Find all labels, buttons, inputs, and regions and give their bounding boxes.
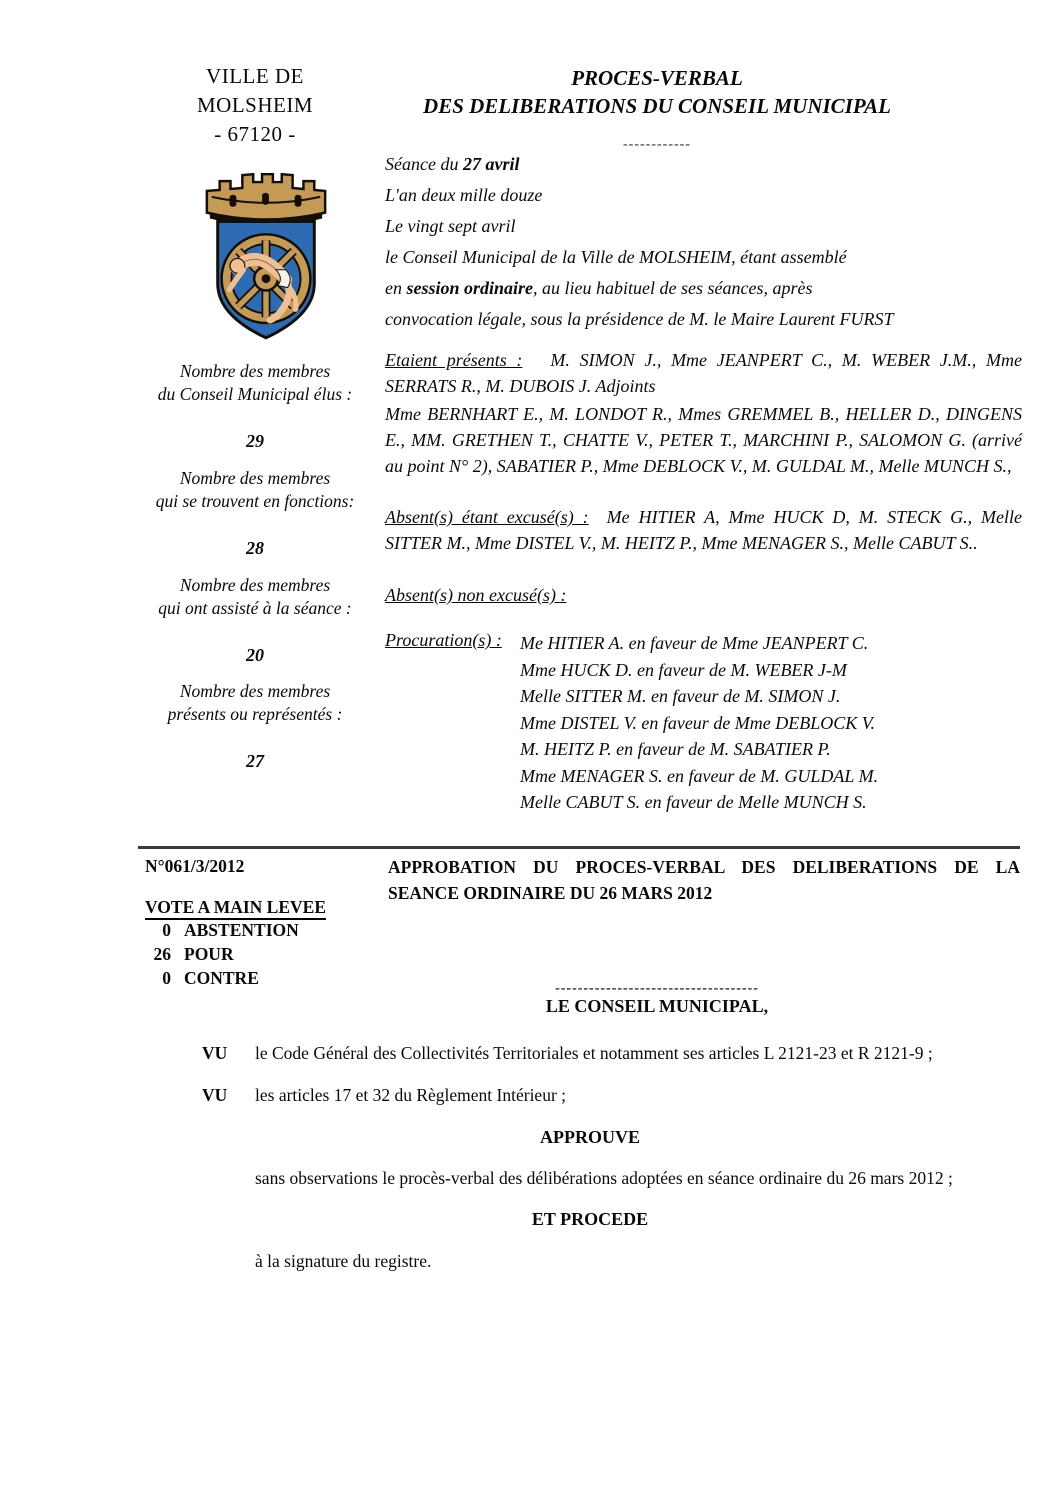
- proxy-line: Me HITIER A. en faveur de Mme JEANPERT C.: [520, 633, 869, 653]
- commune-line-3: - 67120 -: [214, 122, 296, 146]
- proxy-line: Melle CABUT S. en faveur de Melle MUNCH S.: [520, 792, 867, 812]
- vote-method-block: [145, 897, 326, 918]
- members-represented-count: 27: [246, 751, 264, 771]
- pour-label: POUR: [184, 944, 234, 964]
- proxy-line: Mme MENAGER S. en faveur de M. GULDAL M.: [520, 765, 879, 786]
- proxy-line: Melle SITTER M. en faveur de M. SIMON J.: [520, 686, 841, 706]
- vu-label-1: VU: [202, 1043, 228, 1063]
- seance-date: 27 avril: [462, 154, 520, 174]
- proxies-label: Procuration(s) :: [385, 630, 502, 650]
- council-heading: LE CONSEIL MUNICIPAL,: [545, 996, 769, 1016]
- title-line-1: PROCES-VERBAL: [571, 66, 743, 90]
- dashed-divider-middle: ------------------------------------: [555, 981, 759, 996]
- seance-line-2: L'an deux mille douze: [385, 185, 543, 205]
- deliberation-title: APPROBATION DU PROCES-VERBAL DES DELIBERATIONS DE LA SEANCE ORDINAIRE DU 26 MARS 2012: [388, 857, 1020, 903]
- members-elected-count: 29: [246, 431, 264, 451]
- abstention-label: ABSTENTION: [184, 920, 299, 940]
- molsheim-coat-of-arms-icon: [197, 167, 335, 345]
- seance-line-6: convocation légale, sous la présidence de M. le Maire Laurent FURST: [385, 309, 894, 329]
- members-attended-count: 20: [246, 645, 264, 665]
- members-in-office: Nombre des membres qui se trouvent en fonctions: 28: [130, 467, 380, 560]
- commune-line-2: MOLSHEIM: [196, 93, 313, 117]
- contre-count: 0: [162, 968, 171, 988]
- commune-line-1: VILLE DE: [206, 64, 304, 88]
- members-represented: Nombre des membres présents ou représentés : 27: [130, 680, 380, 773]
- approve-heading: APPROUVE: [540, 1127, 640, 1147]
- vu-label-2: VU: [202, 1085, 228, 1105]
- document-title: [295, 64, 1019, 159]
- section-rule: [138, 846, 1020, 849]
- contre-label: CONTRE: [184, 968, 259, 988]
- present-label: Etaient présents :: [385, 350, 523, 370]
- not-excused-paragraph: [385, 582, 1022, 608]
- present-paragraph-2: Mme BERNHART E., M. LONDOT R., Mmes GREMMEL B., HELLER D., DINGENS E., MM. GRETHEN T., CHATTE V., PETER T., MARCHINI P., SALOMON G. (arrivé au point N° 2), SABATIER P., Mme DEBLOCK V., M. GULDAL M., Melle MUNCH S.,: [385, 404, 1022, 476]
- proxies-list: [520, 630, 1020, 816]
- excused-paragraph: Absent(s) étant excusé(s) : Me HITIER A, Mme HUCK D, M. STECK G., Melle SITTER M., Mme DISTEL V., M. HEITZ P., Mme MENAGER S., Melle CABUT S..: [385, 507, 1022, 553]
- proxies-label-block: [385, 630, 502, 651]
- proxy-line: Mme DISTEL V. en faveur de Mme DEBLOCK V.: [520, 712, 875, 733]
- proxy-line: M. HEITZ P. en faveur de M. SABATIER P.: [520, 739, 831, 759]
- seance-line-4: le Conseil Municipal de la Ville de MOLSHEIM, étant assemblé: [385, 247, 847, 267]
- session-type: session ordinaire: [406, 278, 534, 298]
- seance-line-1: Séance du 27 avril: [385, 154, 520, 174]
- deliberation-number: N°061/3/2012: [145, 856, 245, 876]
- vote-row-contre: [145, 968, 259, 989]
- seance-block: [385, 149, 1030, 335]
- vote-method-label: VOTE A MAIN LEVEE: [145, 897, 326, 920]
- title-line-2: DES DELIBERATIONS DU CONSEIL MUNICIPAL: [423, 94, 891, 118]
- present-paragraph: Etaient présents : M. SIMON J., Mme JEANPERT C., M. WEBER J.M., Mme SERRATS R., M. DUBOIS J. Adjoints: [385, 350, 1022, 396]
- seance-line-3: Le vingt sept avril: [385, 216, 516, 236]
- proxy-line: Mme HUCK D. en faveur de M. WEBER J-M: [520, 659, 847, 680]
- members-in-office-count: 28: [246, 538, 264, 558]
- members-elected: Nombre des membres du Conseil Municipal élus : 29: [130, 360, 380, 453]
- seance-line-5: en session ordinaire, au lieu habituel de ses séances, après: [385, 278, 813, 298]
- abstention-count: 0: [162, 920, 171, 940]
- vu-text-1: le Code Général des Collectivités Territoriales et notamment ses articles L 2121-23 et R 2121-9 ;: [255, 1043, 933, 1063]
- vote-row-pour: [145, 944, 234, 965]
- vu-text-2: les articles 17 et 32 du Règlement Intérieur ;: [255, 1085, 567, 1105]
- procede-text: à la signature du registre.: [255, 1251, 432, 1271]
- procede-heading: ET PROCEDE: [531, 1209, 649, 1229]
- vote-row-abstention: [145, 920, 299, 941]
- dashed-divider-top: ------------: [623, 137, 691, 152]
- approve-text: sans observations le procès-verbal des délibérations adoptées en séance ordinaire du 26 mars 2012 ;: [255, 1168, 953, 1188]
- excused-label: Absent(s) étant excusé(s) :: [385, 507, 589, 527]
- not-excused-label: Absent(s) non excusé(s) :: [385, 585, 567, 605]
- pour-count: 26: [153, 944, 171, 964]
- members-attended: Nombre des membres qui ont assisté à la séance : 20: [130, 574, 380, 667]
